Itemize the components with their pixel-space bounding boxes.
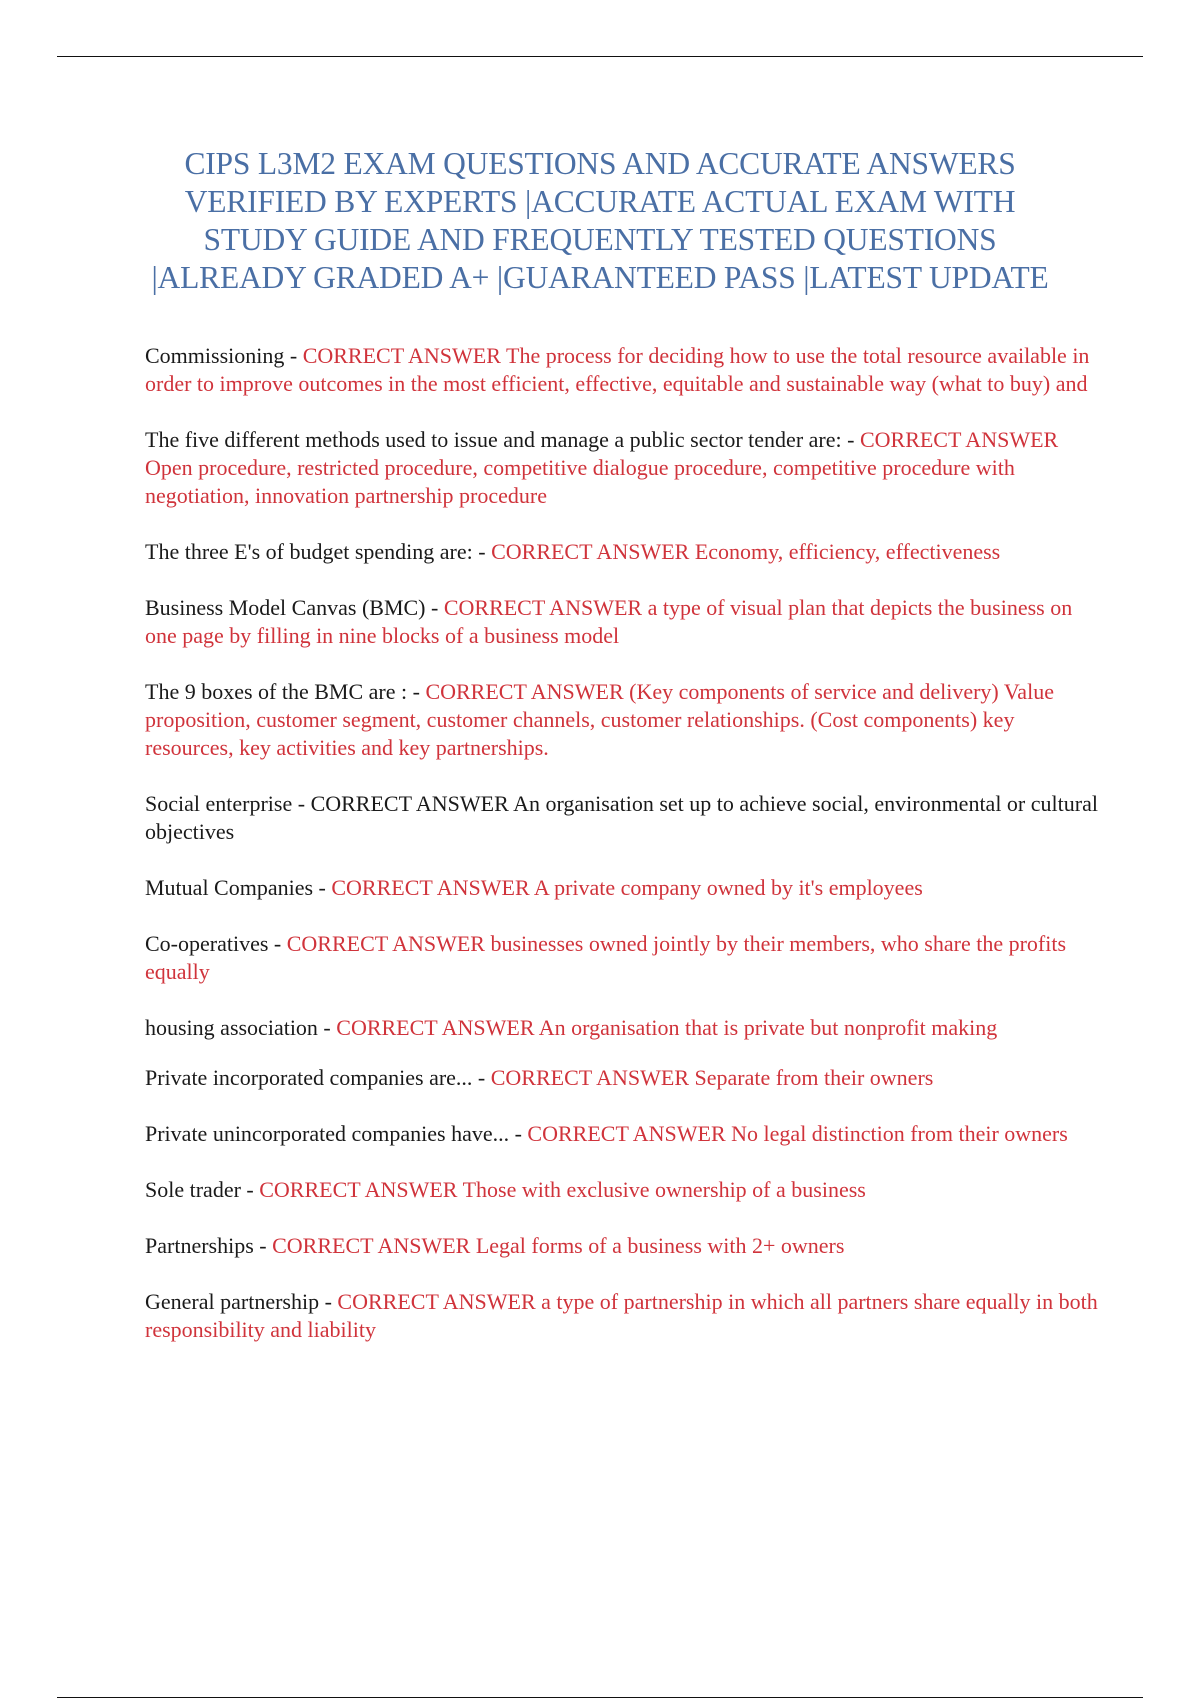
answer-text: CORRECT ANSWER A private company owned by it's employees bbox=[331, 875, 923, 900]
qa-item-private-incorporated bbox=[145, 1064, 1105, 1092]
top-divider bbox=[57, 56, 1143, 57]
answer-text: CORRECT ANSWER (Key components of service and delivery) Value proposition, customer segment, customer channels, customer relationships. (Cost components) key resources, key activities and key partnerships. bbox=[145, 679, 1054, 760]
answer-text: CORRECT ANSWER An organisation set up to achieve social, environmental or cultural objectives bbox=[145, 791, 1098, 844]
question-text: Partnerships - bbox=[145, 1233, 273, 1258]
qa-item-co-operatives bbox=[145, 930, 1105, 986]
question-text: The three E's of budget spending are: - bbox=[145, 539, 492, 564]
question-text: Commissioning - bbox=[145, 343, 303, 368]
answer-text: CORRECT ANSWER The process for deciding how to use the total resource available in order to improve outcomes in the most efficient, effective, equitable and sustainable way (what to buy) and bbox=[145, 343, 1090, 396]
question-text: The five different methods used to issue and manage a public sector tender are: - bbox=[145, 427, 860, 452]
qa-item-sole-trader bbox=[145, 1176, 1105, 1204]
answer-text: CORRECT ANSWER Separate from their owners bbox=[490, 1065, 934, 1090]
qa-item-general-partnership bbox=[145, 1288, 1105, 1344]
question-text: General partnership - bbox=[145, 1289, 338, 1314]
qa-list bbox=[145, 320, 1105, 1372]
qa-item-commissioning bbox=[145, 342, 1105, 398]
question-text: Business Model Canvas (BMC) - bbox=[145, 595, 444, 620]
title-line: CIPS L3M2 EXAM QUESTIONS AND ACCURATE ANSWERS bbox=[184, 146, 1016, 181]
qa-item-mutual-companies bbox=[145, 874, 1105, 902]
answer-text: CORRECT ANSWER Open procedure, restricted procedure, competitive dialogue procedure, competitive procedure with negotiation, innovation partnership procedure bbox=[145, 427, 1059, 508]
qa-item-bmc bbox=[145, 594, 1105, 650]
answer-text: CORRECT ANSWER a type of visual plan that depicts the business on one page by filling in nine blocks of a business model bbox=[145, 595, 1073, 648]
answer-text: CORRECT ANSWER Those with exclusive ownership of a business bbox=[259, 1177, 866, 1202]
question-text: Social enterprise - bbox=[145, 791, 311, 816]
question-text: The 9 boxes of the BMC are : - bbox=[145, 679, 426, 704]
answer-text: CORRECT ANSWER An organisation that is private but nonprofit making bbox=[336, 1015, 998, 1040]
document-title bbox=[120, 145, 1080, 297]
question-text: housing association - bbox=[145, 1015, 337, 1040]
title-line: |ALREADY GRADED A+ |GUARANTEED PASS |LATEST UPDATE bbox=[151, 260, 1049, 295]
question-text: Sole trader - bbox=[145, 1177, 260, 1202]
answer-text: CORRECT ANSWER Legal forms of a business with 2+ owners bbox=[272, 1233, 845, 1258]
qa-item-partnerships bbox=[145, 1232, 1105, 1260]
answer-text: CORRECT ANSWER a type of partnership in which all partners share equally in both responsibility and liability bbox=[145, 1289, 1098, 1342]
qa-item-tender-methods bbox=[145, 426, 1105, 510]
answer-text: CORRECT ANSWER No legal distinction from their owners bbox=[527, 1121, 1068, 1146]
qa-item-bmc-boxes bbox=[145, 678, 1105, 762]
qa-item-social-enterprise bbox=[145, 790, 1105, 846]
title-line: VERIFIED BY EXPERTS |ACCURATE ACTUAL EXAM WITH bbox=[184, 184, 1016, 219]
answer-text: CORRECT ANSWER Economy, efficiency, effectiveness bbox=[491, 539, 1001, 564]
question-text: Private incorporated companies are... - bbox=[145, 1065, 491, 1090]
qa-item-housing-association bbox=[145, 1014, 1105, 1042]
question-text: Co-operatives - bbox=[145, 931, 287, 956]
question-text: Private unincorporated companies have... - bbox=[145, 1121, 528, 1146]
bottom-divider bbox=[57, 1697, 1143, 1698]
qa-item-private-unincorporated bbox=[145, 1120, 1105, 1148]
answer-text: CORRECT ANSWER businesses owned jointly by their members, who share the profits equally bbox=[145, 931, 1067, 984]
qa-item-three-es bbox=[145, 538, 1105, 566]
title-line: STUDY GUIDE AND FREQUENTLY TESTED QUESTIONS bbox=[203, 222, 997, 257]
question-text: Mutual Companies - bbox=[145, 875, 332, 900]
